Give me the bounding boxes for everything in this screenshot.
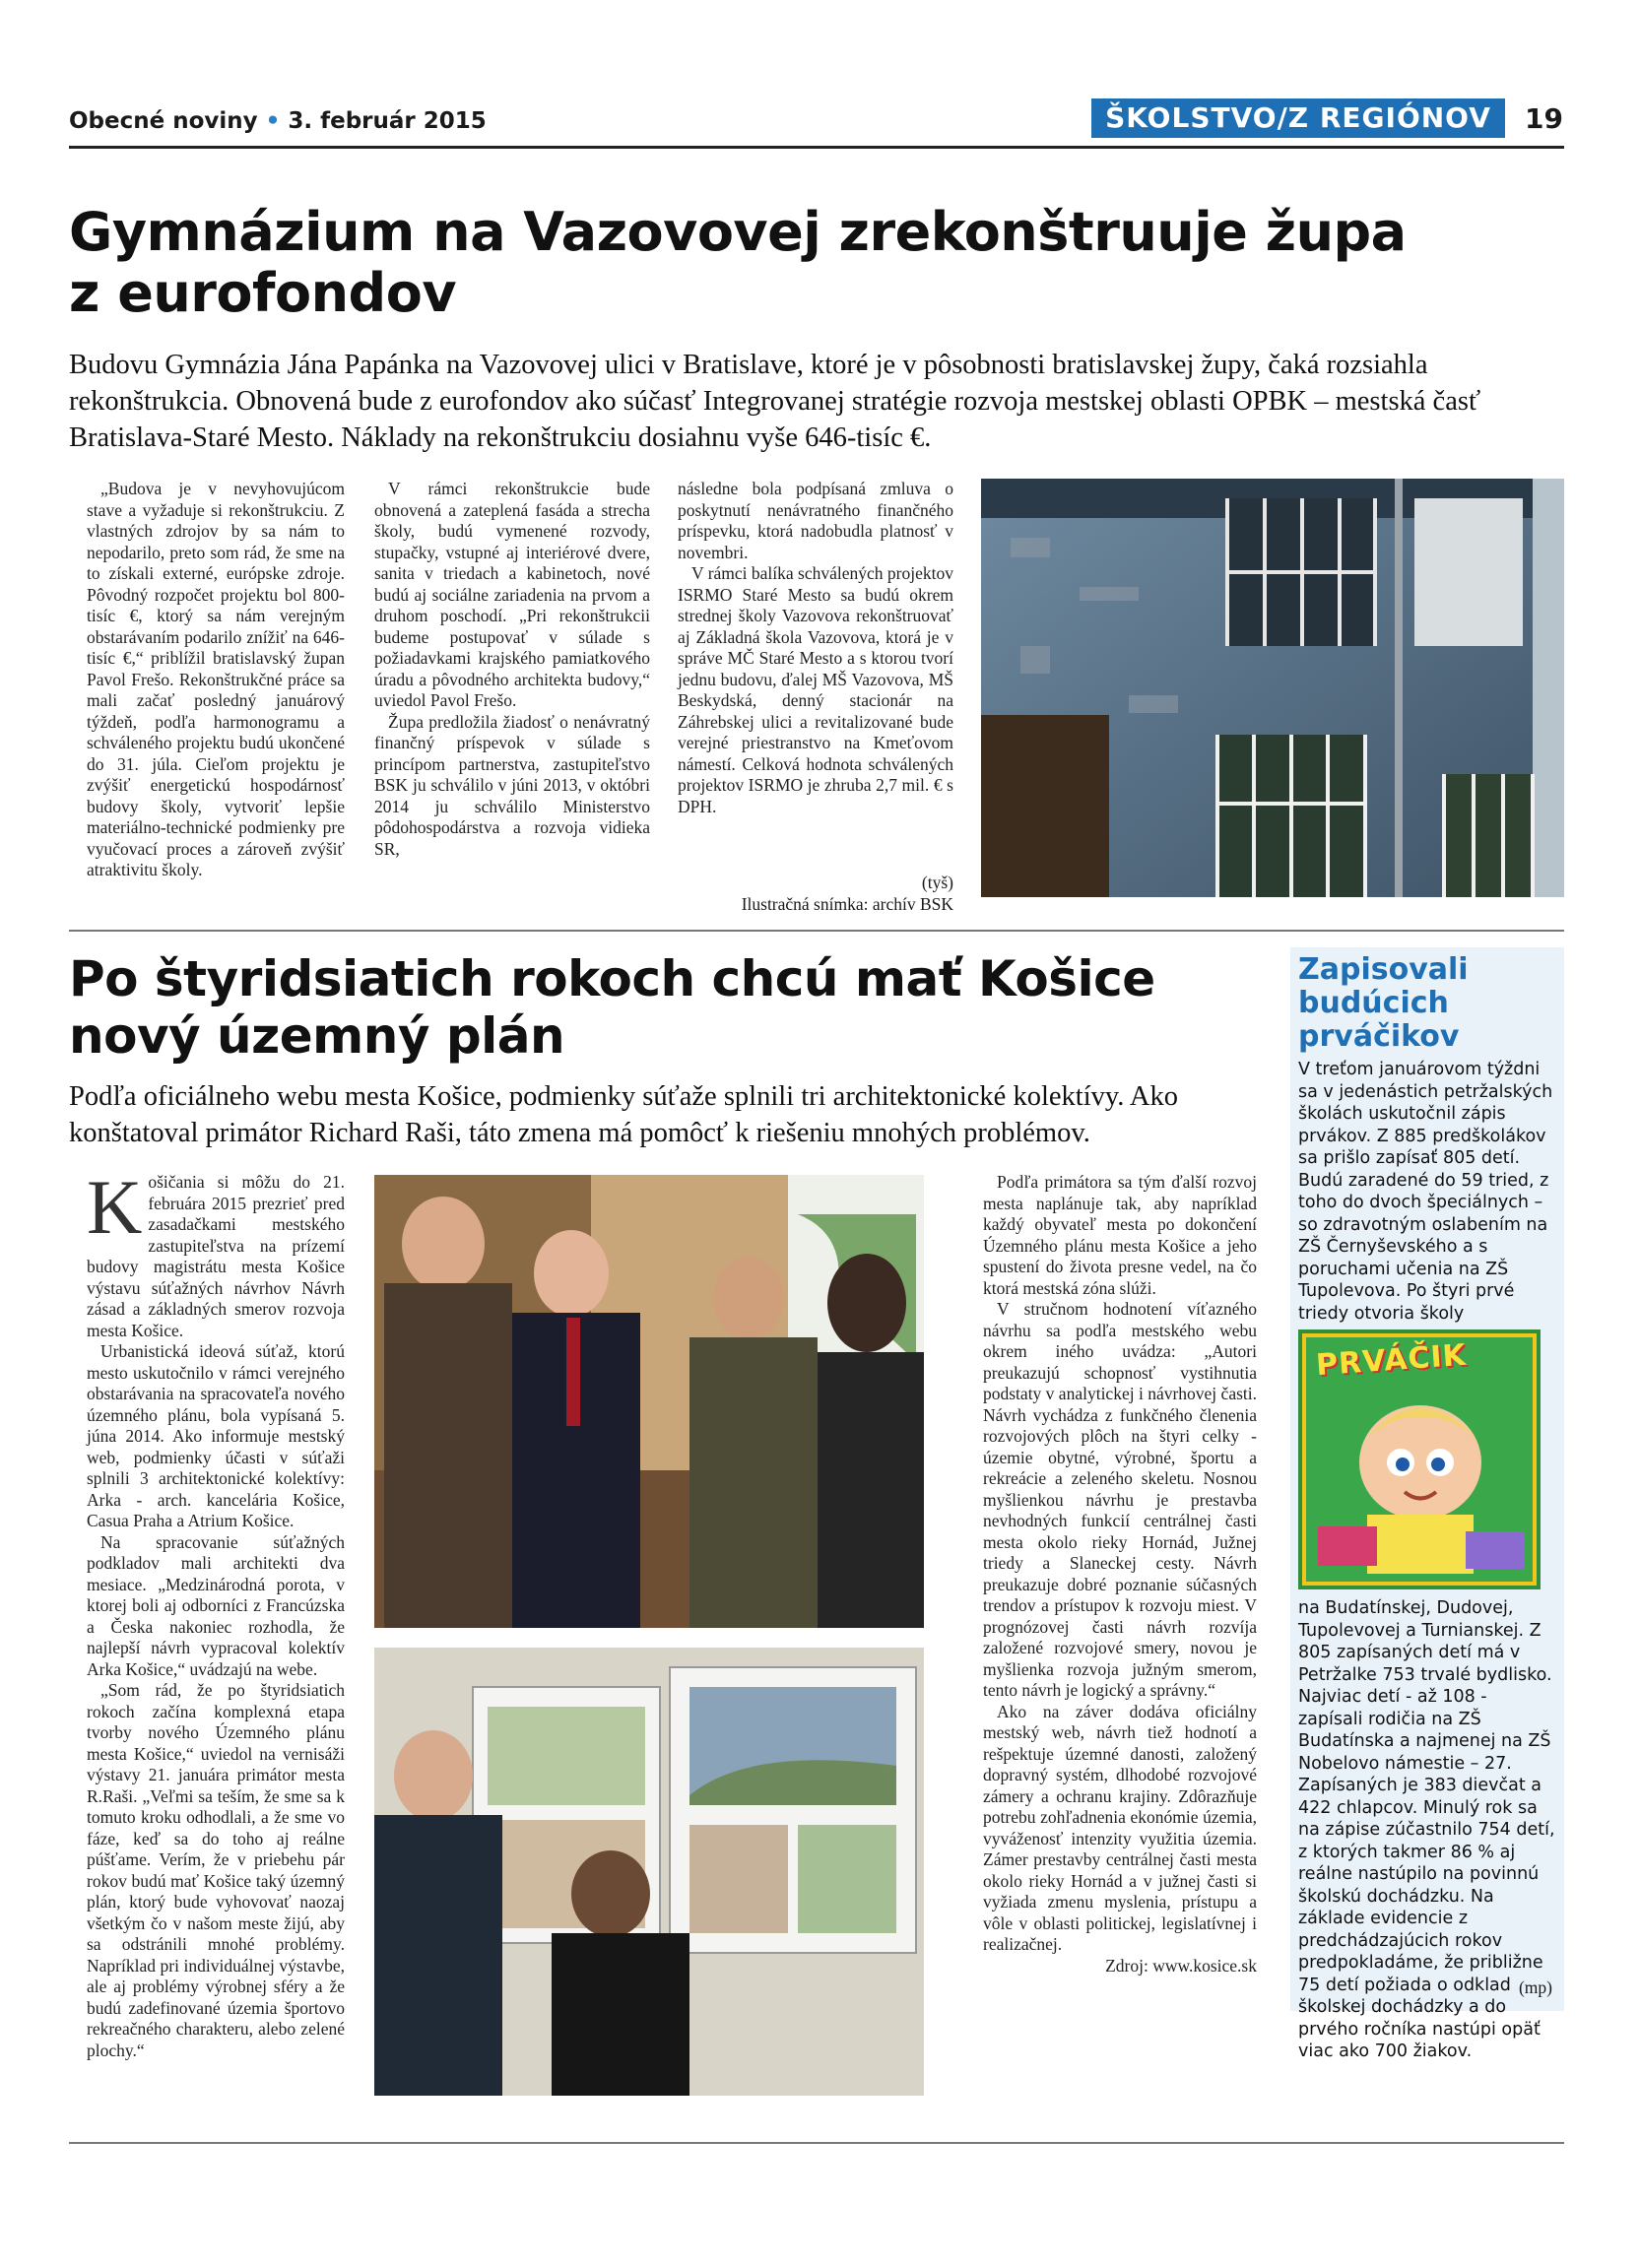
header-rule: [69, 146, 1564, 149]
drop-cap: K: [87, 1164, 143, 1250]
sidebar-text-bottom: na Budatínskej, Dudovej, Tupolevovej a Turnianskej. Z 805 zapísaných detí má v Petržalke 753 trvalé bydlisko. Najviac detí - až 108 - zapísali rodičia na ZŠ Budatínska a najmenej na ZŠ Nobelovo námestie – 27. Zapísaných je 383 dievčat a 422 chlapcov. Minulý rok sa na zápise zúčastnilo 754 detí, z ktorých takmer 86 % aj reálne nastúpilo na povinnú školskú dochádzku. Na základe evidencie z predchádzajúcich rokov predpokladáme, že približne 75 detí požiada o odklad školskej dochádzky a do prvého ročníka nastúpi opäť viac ako 700 žiakov.: [1298, 1598, 1555, 2061]
article2-paragraph: Urbanistická ideová súťaž, ktorú mesto uskutočnilo v rámci verejného obstarávania na spracovateľa nového územného plánu, bola vypísaná 5. júna 2014. Ako informuje mestský web, podmienky účasti v súťaži splnili 3 architektonické kolektívy: Arka - arch. kancelária Košice, Casua Praha a Atrium Košice.: [87, 1341, 345, 1530]
article2-paragraph: Podľa primátora sa tým ďalší rozvoj mesta naplánuje tak, aby napríklad každý obyvateľ mesta po dokončení Územného plánu mesta Košice a jeho spustení do života presne vedel, na čo ktorá mestská zóna slúži.: [983, 1172, 1257, 1298]
article1-headline: Gymnázium na Vazovovej zrekonštruuje župa z eurofondov: [69, 201, 1407, 324]
article1-author: (tyš): [921, 873, 953, 892]
sidebar-author: (mp): [1518, 1977, 1552, 1997]
masthead: [69, 108, 487, 134]
school-building-photo-art: [981, 479, 1564, 897]
footer-rule: [69, 2142, 1564, 2144]
section-divider: [69, 930, 1564, 932]
pravacik-illustration: [1298, 1329, 1541, 1589]
issue-date: 3. február 2015: [288, 108, 487, 134]
school-building-photo: [981, 479, 1564, 897]
article2-paragraph: „Som rád, že po štyridsiatich rokoch začína komplexná etapa tvorby nového Územného plánu mesta Košice,“ uviedol na vernisáži výstavy 21. januára primátor mesta R.Raši. „Veľmi sa teším, že sme sa k tomuto kroku odhodlali, a že sme vo fáze, keď sa do toho aj reálne púšťame. Verím, že v priebehu pár rokov budú mať Košice taký územný plán, ktorý bude vyhovovať naozaj všetkým čo v našom meste žijú, aby sa odstránili mnohé problémy. Napríklad pri individuálnej výstavbe, ale aj problémy výrobnej sféry a že budú zadefinované územia športovo rekreačného charakteru, alebo zelené plochy.“: [87, 1680, 345, 2060]
article2-first-paragraph: ošičania si môžu do 21. februára 2015 prezrieť pred zasadačkami mestského zastupiteľstva na prízemí budovy magistrátu mesta Košice výstavu súťažných návrhov Návrh zásad a základných smerov rozvoja mesta Košice.: [87, 1172, 345, 1340]
pravacik-logo-text: PRVÁČIK: [1314, 1337, 1468, 1384]
article1-credits: [678, 873, 953, 915]
separator-dot: •: [265, 108, 281, 134]
section-label: ŠKOLSTVO/Z REGIÓNOV: [1091, 98, 1505, 138]
article1-photo-credit: Ilustračná snímka: archív BSK: [741, 893, 953, 914]
article1-column-3: [678, 479, 953, 817]
article1-column-2: [374, 479, 650, 860]
sidebar-title: Zapisovali budúcich prváčikov: [1298, 952, 1469, 1054]
exhibition-photo: [374, 1648, 924, 2096]
article2-paragraph: Ako na záver dodáva oficiálny mestský web, návrh tiež hodnotí a rešpektuje územné danosti, založený dopravný systém, dlhodobé rozvojové zámery a ochranu krajiny. Zdôrazňuje potrebu zohľadnenia ekonómie územia, vyváženosť intenzity využitia územia. Zámer prestavby centrálnej časti mesta okolo rieky Hornád a v južnej časti si vyžiada zmenu myslenia, prístupu a vôle v oblasti politickej, legislatívnej i realizačnej.: [983, 1701, 1257, 1954]
article1-paragraph: Župa predložila žiadosť o nenávratný finančný príspevok v súlade s princípom partnerstva, zastupiteľstvo BSK ju schválilo v júni 2013, v októbri 2014 ju schválilo Ministerstvo pôdohospodárstva a rozvoja vidieka SR,: [374, 711, 650, 859]
article2-paragraph: [87, 1164, 345, 1341]
vernissage-photo-art: [374, 1175, 924, 1628]
article2-paragraph: V stručnom hodnotení víťazného návrhu sa podľa mestského webu okrem iného uvádza: „Autori preukazujú schopnosť vystihnutia podstaty v analytickej i návrhovej časti. Návrh vychádza z funkčného členenia rozvojových plôch na štyri celky - územie obytné, výrobné, športu a rekreácie a zeleného skeletu. Nosnou myšlienkou návrhu je prestavba nevhodných funkcií centrálnej časti mesta okolo rieky Hornád, Južnej triedy a Slaneckej cesty. Návrh preukazuje dobré poznanie súčasných trendov a prístupov k rozvoju miest. V prognózovej časti návrh rozvíja založené rozvojové smery, novou je myšlienka rozvoja južným smerom, tento návrh je logický a správny.“: [983, 1299, 1257, 1700]
article1-column-1: [87, 479, 345, 881]
article1-lead: Budovu Gymnázia Jána Papánka na Vazovovej ulici v Bratislave, ktoré je v pôsobnosti bratislavskej župy, čaká rozsiahla rekonštrukcia. Obnovená bude z eurofondov ako súčasť Integrovanej stratégie rozvoja mestskej oblasti OPBK – mestská časť Bratislava-Staré Mesto. Náklady na rekonštrukciu dosiahnu vyše 646-tisíc €.: [69, 350, 1481, 453]
publication-name: Obecné noviny: [69, 108, 258, 134]
article2-source: Zdroj: www.kosice.sk: [1105, 1955, 1257, 1976]
article1-paragraph: „Budova je v nevyhovujúcom stave a vyžaduje si rekonštrukciu. Z vlastných zdrojov by sa nám to nepodarilo, preto som rád, že sme na to získali externé, európske zdroje. Pôvodný rozpočet projektu bol 800-tisíc €, ktorý sa nám verejným obstarávaním podarilo znížiť na 646-tisíc €,“ priblížil bratislavský župan Pavol Frešo. Rekonštrukčné práce sa mali začať posledný januárový týždeň, podľa harmonogramu a schváleného projektu budú ukončené do 31. júla. Cieľom projektu je zvýšiť energetickú hospodárnosť budovy školy, vytvoriť lepšie materiálno-technické podmienky pre vyučovací proces a zároveň zvýšiť atraktivitu školy.: [87, 479, 345, 879]
article2-lead: Podľa oficiálneho webu mesta Košice, podmienky súťaže splnili tri architektonické kolektívy. Ako konštatoval primátor Richard Raši, táto zmena má pomôcť k riešeniu mnohých problémov.: [69, 1081, 1179, 1148]
article1-paragraph: V rámci balíka schválených projektov ISRMO Staré Mesto sa budú okrem strednej školy Vazovova rekonštruovať aj Základná škola Vazovova, ktorá je v správe MČ Staré Mesto a s ktorou tvorí jednu budovu, ďalej MŠ Vazovova, MŠ Beskydská, denný stacionár na Záhrebskej ulici a revitalizované bude verejné priestranstvo na Kmeťovom námestí. Celková hodnota schválených projektov ISRMO je zhruba 2,7 mil. € s DPH.: [678, 563, 953, 816]
article2-paragraph: Na spracovanie súťažných podkladov mali architekti dva mesiace. „Medzinárodná porota, v ktorej boli aj odborníci z Francúzska a Česka nakoniec rozhodla, že najlepší návrh vypracoval kolektív Arka Košice,“ uvádzajú na webe.: [87, 1531, 345, 1679]
article1-paragraph: následne bola podpísaná zmluva o poskytnutí nenávratného finančného príspevku, ktorá nadobudla platnosť v novembri.: [678, 479, 953, 562]
vernissage-photo: [374, 1175, 924, 1628]
page-number: 19: [1525, 102, 1563, 135]
sidebar-text-top: V treťom januárovom týždni sa v jedenástich petržalských školách uskutočnil zápis prvákov. Z 885 predškolákov sa prišlo zapísať 805 detí. Budú zaradené do 59 tried, z toho do dvoch špeciálnych – so zdravotným oslabením na ZŠ Černyševského a s poruchami učenia na ZŠ Tupolevova. Po štyri prvé triedy otvoria školy: [1298, 1060, 1553, 1324]
article2-column-3: [983, 1172, 1257, 1976]
article1-paragraph: V rámci rekonštrukcie bude obnovená a zateplená fasáda a strecha školy, budú vymenené rozvody, stupačky, vstupné aj interiérové dvere, sanita v triedach a kabinetoch, nové budú aj sociálne zariadenia na prvom a druhom poschodí. „Pri rekonštrukcii budeme postupovať v súlade s požiadavkami krajského pamiatkového úradu a pôvodného architekta budovy,“ uviedol Pavol Frešo.: [374, 479, 650, 710]
article2-headline: Po štyridsiatich rokoch chcú mať Košice nový územný plán: [69, 950, 1155, 1065]
article2-column-1: [87, 1164, 345, 2061]
exhibition-photo-art: [374, 1648, 924, 2096]
